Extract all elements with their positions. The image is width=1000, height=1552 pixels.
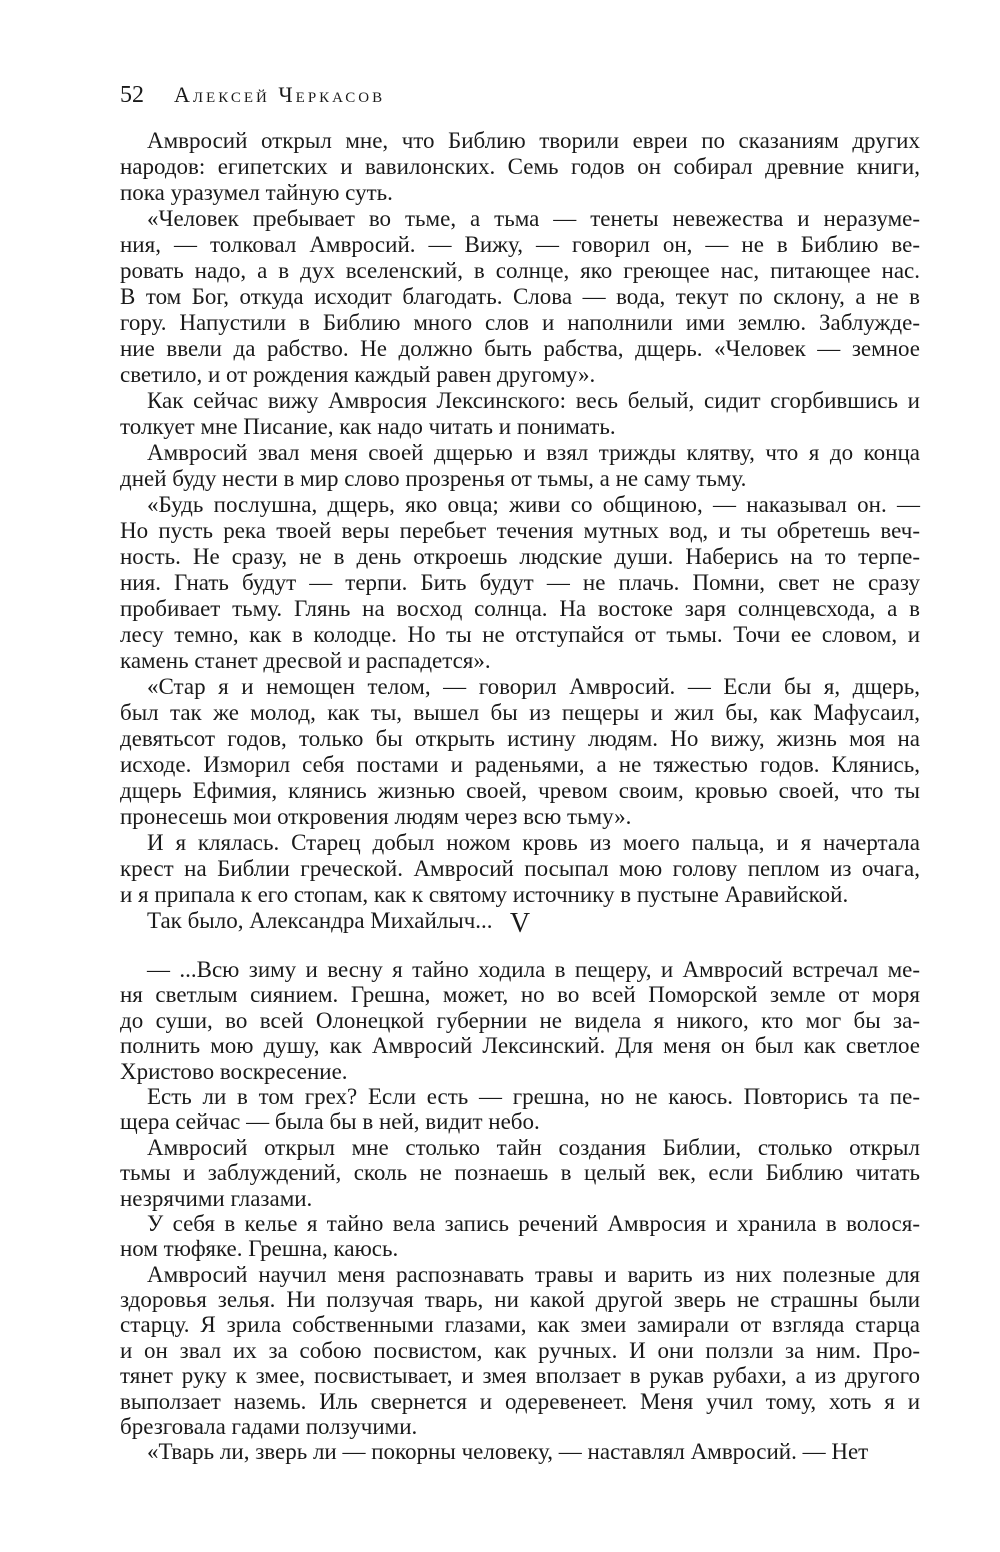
- text-line: тьмы и заблуждений, сколь не познаешь в целый век, если Библию читать: [120, 1160, 920, 1186]
- text-line: Амвросий научил меня распознавать травы и варить из них полезные для: [147, 1261, 920, 1287]
- running-header: [120, 82, 385, 112]
- text-line: И я клялась. Старец добыл ножом кровь из моего пальца, и я начертала: [147, 830, 920, 855]
- text-line: незрячими глазами.: [120, 1185, 313, 1211]
- text-line: «Стар я и немощен телом, — говорил Амвросий. — Если бы я, дщерь,: [147, 674, 920, 699]
- paragraph: [120, 388, 920, 440]
- text-line: Христово воскресение.: [120, 1058, 348, 1084]
- text-line: «Человек пребывает во тьме, а тьма — тенеты невежества и неразуме-: [147, 206, 920, 231]
- text-line: — ...Всю зиму и весну я тайно ходила в пещеру, и Амвросий встречал ме-: [147, 957, 920, 982]
- text-line: ность. Не сразу, не в день откроешь людские души. Наберись на то терпе-: [120, 544, 920, 569]
- text-line: Амвросий открыл мне, что Библию творили евреи по сказаниям других: [147, 128, 920, 153]
- text-line: У себя в келье я тайно вела запись речений Амвросия и хранила в волося-: [147, 1210, 920, 1236]
- text-line: дней буду нести в мир слово прозренья от тьмы, а не саму тьму.: [120, 466, 747, 491]
- text-line: здоровья зелья. Ни ползучая тварь, ни какой другой зверь не страшны были: [120, 1287, 920, 1313]
- text-line: «Будь послушна, дщерь, яко овца; живи со общиною, — наказывал он. —: [147, 492, 920, 517]
- text-line: В том Бог, откуда исходит благодать. Слова — вода, текут по склону, а не в: [120, 284, 920, 309]
- paragraph: [120, 492, 920, 674]
- paragraph: [120, 1439, 920, 1464]
- text-line: ном тюфяке. Грешна, каюсь.: [120, 1236, 399, 1262]
- text-line: Так было, Александра Михайлыч...: [147, 908, 493, 933]
- text-line: пока уразумел тайную суть.: [120, 180, 393, 205]
- text-line: гору. Напустили в Библию много слов и наполнили ими землю. Заблужде-: [120, 310, 920, 335]
- text-line: тянет руку к змее, посвистывает, и змея вползает в рукав рубахи, а из другого: [120, 1363, 920, 1389]
- paragraph: [120, 206, 920, 388]
- text-line: Амвросий открыл мне столько тайн создания Библии, столько открыл: [147, 1134, 920, 1160]
- text-line: народов: египетских и вавилонских. Семь годов он собирал древние книги,: [120, 154, 920, 179]
- paragraph: [120, 830, 920, 908]
- text-line: крест на Библии греческой. Амвросий посыпал мою голову пеплом из очага,: [120, 856, 920, 881]
- text-line: ния. Гнать будут — терпи. Бить будут — не плачь. Помни, свет не сразу: [120, 570, 920, 595]
- paragraph: [120, 957, 920, 1084]
- page-number: 52: [120, 82, 144, 108]
- paragraph: [120, 1135, 920, 1211]
- text-line: Как сейчас вижу Амвросия Лексинского: весь белый, сидит сгорбившись и: [147, 388, 920, 413]
- paragraph: [120, 674, 920, 830]
- text-block-part-2: [120, 957, 920, 1465]
- text-line: дщерь Ефимия, клянись жизнью своей, чревом своим, кровью своей, что ты: [120, 778, 920, 803]
- text-block-part-1: [120, 128, 920, 934]
- paragraph: [120, 128, 920, 206]
- text-line: и он звал их за собою посвистом, как ручных. И они ползли за ним. Про-: [120, 1337, 920, 1363]
- text-line: был так же молод, как ты, вышел бы из пещеры и жил бы, как Мафусаил,: [120, 700, 920, 725]
- text-line: полнить мою душу, как Амвросий Лексинский. Для меня он был как светлое: [120, 1033, 920, 1059]
- paragraph: [120, 1211, 920, 1262]
- text-line: ние ввели да рабство. Не должно быть рабства, дщерь. «Человек — земное: [120, 336, 920, 361]
- paragraph: [120, 1262, 920, 1440]
- text-line: щера сейчас — была бы в ней, видит небо.: [120, 1109, 540, 1135]
- text-line: до суши, во всей Олонецкой губернии не видела я никого, кто мог бы за-: [120, 1007, 920, 1033]
- text-line: ня светлым сиянием. Грешна, может, но во всей Поморской земле от моря: [120, 982, 920, 1008]
- text-line: и я припала к его стопам, как к святому источнику в пустыне Аравийской.: [120, 882, 849, 907]
- text-line: светило, и от рождения каждый равен другому».: [120, 362, 596, 387]
- text-line: брезговала гадами ползучими.: [120, 1414, 418, 1440]
- text-line: старцу. Я зрила собственными глазами, как змеи замирали от взгляда старца: [120, 1312, 920, 1338]
- text-line: пронесешь мои откровения людям через всю тьму».: [120, 804, 632, 829]
- paragraph: [120, 1084, 920, 1135]
- text-line: ровать надо, а в дух вселенский, в солнце, яко греющее нас, питающее нас.: [120, 258, 920, 283]
- text-line: выползает наземь. Иль свернется и одеревенеет. Меня учил тому, хоть я и: [120, 1388, 920, 1414]
- running-title: Алексей Черкасов: [174, 82, 386, 107]
- text-line: исходе. Изморил себя постами и раденьями, а не тяжестью годов. Клянись,: [120, 752, 920, 777]
- text-line: «Тварь ли, зверь ли — покорны человеку, — наставлял Амвросий. — Нет: [147, 1439, 869, 1465]
- section-heading: V: [509, 908, 531, 939]
- text-line: толкует мне Писание, как надо читать и понимать.: [120, 414, 616, 439]
- text-line: Есть ли в том грех? Если есть — грешна, но не каюсь. Повторись та пе-: [147, 1083, 920, 1109]
- text-line: ния, — толковал Амвросий. — Вижу, — говорил он, — не в Библию ве-: [120, 232, 920, 257]
- paragraph: [120, 440, 920, 492]
- text-line: Амвросий звал меня своей дщерью и взял трижды клятву, что я до конца: [147, 440, 920, 465]
- text-line: лесу темно, как в колодце. Но ты не отступайся от тьмы. Точи ее словом, и: [120, 622, 920, 647]
- text-line: Но пусть река твоей веры перебьет течения мутных вод, и ты обретешь веч-: [120, 518, 920, 543]
- text-line: девятьсот годов, только бы открыть истину людям. Но вижу, жизнь моя на: [120, 726, 920, 751]
- text-line: пробивает тьму. Глянь на восход солнца. На востоке заря солнцевсхода, а в: [120, 596, 920, 621]
- text-line: камень станет дресвой и распадется».: [120, 648, 491, 673]
